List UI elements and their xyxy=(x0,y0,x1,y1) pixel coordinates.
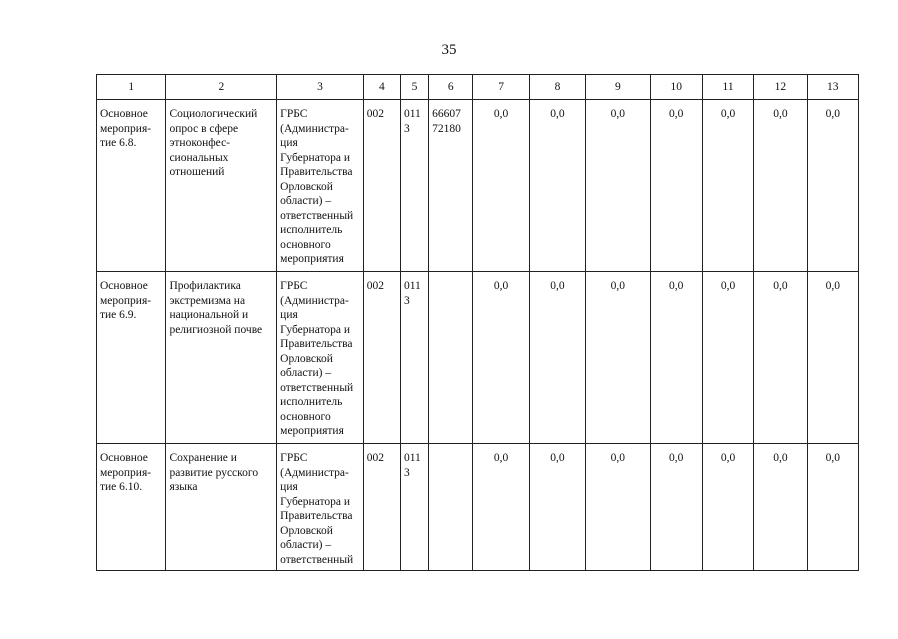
value-cell: 0,0 xyxy=(754,444,807,571)
grbs-code-cell: 002 xyxy=(363,272,400,444)
section-code-cell: 011 3 xyxy=(400,100,428,272)
header-row xyxy=(97,75,859,100)
table-row xyxy=(97,444,859,571)
value-cell: 0,0 xyxy=(586,272,650,444)
value-cell: 0,0 xyxy=(754,272,807,444)
value-cell: 0,0 xyxy=(702,272,753,444)
executor-cell: ГРБС (Администра-ция Губернатора и Правительства Орловской области) – ответственный исполнитель основного мероприятия xyxy=(277,100,364,272)
page-number: 35 xyxy=(441,42,457,58)
value-cell: 0,0 xyxy=(807,272,858,444)
executor-cell: ГРБС (Администра-ция Губернатора и Правительства Орловской области) – ответственный xyxy=(277,444,364,571)
value-cell: 0,0 xyxy=(702,100,753,272)
value-cell: 0,0 xyxy=(529,272,585,444)
value-cell: 0,0 xyxy=(807,100,858,272)
target-code-cell xyxy=(429,272,473,444)
value-cell: 0,0 xyxy=(754,100,807,272)
value-cell: 0,0 xyxy=(807,444,858,571)
col-header-6: 6 xyxy=(429,75,473,100)
value-cell: 0,0 xyxy=(702,444,753,571)
value-cell: 0,0 xyxy=(586,100,650,272)
section-code-cell: 011 3 xyxy=(400,444,428,571)
col-header-5: 5 xyxy=(400,75,428,100)
col-header-1: 1 xyxy=(97,75,166,100)
col-header-12: 12 xyxy=(754,75,807,100)
target-code-cell: 66607 72180 xyxy=(429,100,473,272)
activity-id-cell: Основное мероприя-тие 6.8. xyxy=(97,100,166,272)
activity-id-cell: Основное мероприя-тие 6.10. xyxy=(97,444,166,571)
value-cell: 0,0 xyxy=(650,444,702,571)
executor-cell: ГРБС (Администра-ция Губернатора и Правительства Орловской области) – ответственный исполнитель основного мероприятия xyxy=(277,272,364,444)
table-row xyxy=(97,272,859,444)
value-cell: 0,0 xyxy=(586,444,650,571)
col-header-13: 13 xyxy=(807,75,858,100)
value-cell: 0,0 xyxy=(529,100,585,272)
col-header-10: 10 xyxy=(650,75,702,100)
col-header-9: 9 xyxy=(586,75,650,100)
col-header-7: 7 xyxy=(473,75,529,100)
activity-name-cell: Сохранение и развитие русского языка xyxy=(166,444,277,571)
target-code-cell xyxy=(429,444,473,571)
value-cell: 0,0 xyxy=(473,272,529,444)
grbs-code-cell: 002 xyxy=(363,100,400,272)
value-cell: 0,0 xyxy=(650,100,702,272)
table-row xyxy=(97,100,859,272)
col-header-4: 4 xyxy=(363,75,400,100)
value-cell: 0,0 xyxy=(650,272,702,444)
value-cell: 0,0 xyxy=(473,444,529,571)
col-header-8: 8 xyxy=(529,75,585,100)
section-code-cell: 011 3 xyxy=(400,272,428,444)
grbs-code-cell: 002 xyxy=(363,444,400,571)
activity-name-cell: Социологический опрос в сфере этноконфес-сиональных отношений xyxy=(166,100,277,272)
col-header-3: 3 xyxy=(277,75,364,100)
value-cell: 0,0 xyxy=(473,100,529,272)
activity-id-cell: Основное мероприя-тие 6.9. xyxy=(97,272,166,444)
col-header-2: 2 xyxy=(166,75,277,100)
value-cell: 0,0 xyxy=(529,444,585,571)
col-header-11: 11 xyxy=(702,75,753,100)
budget-table xyxy=(96,74,859,571)
activity-name-cell: Профилактика экстремизма на национальной и религиозной почве xyxy=(166,272,277,444)
